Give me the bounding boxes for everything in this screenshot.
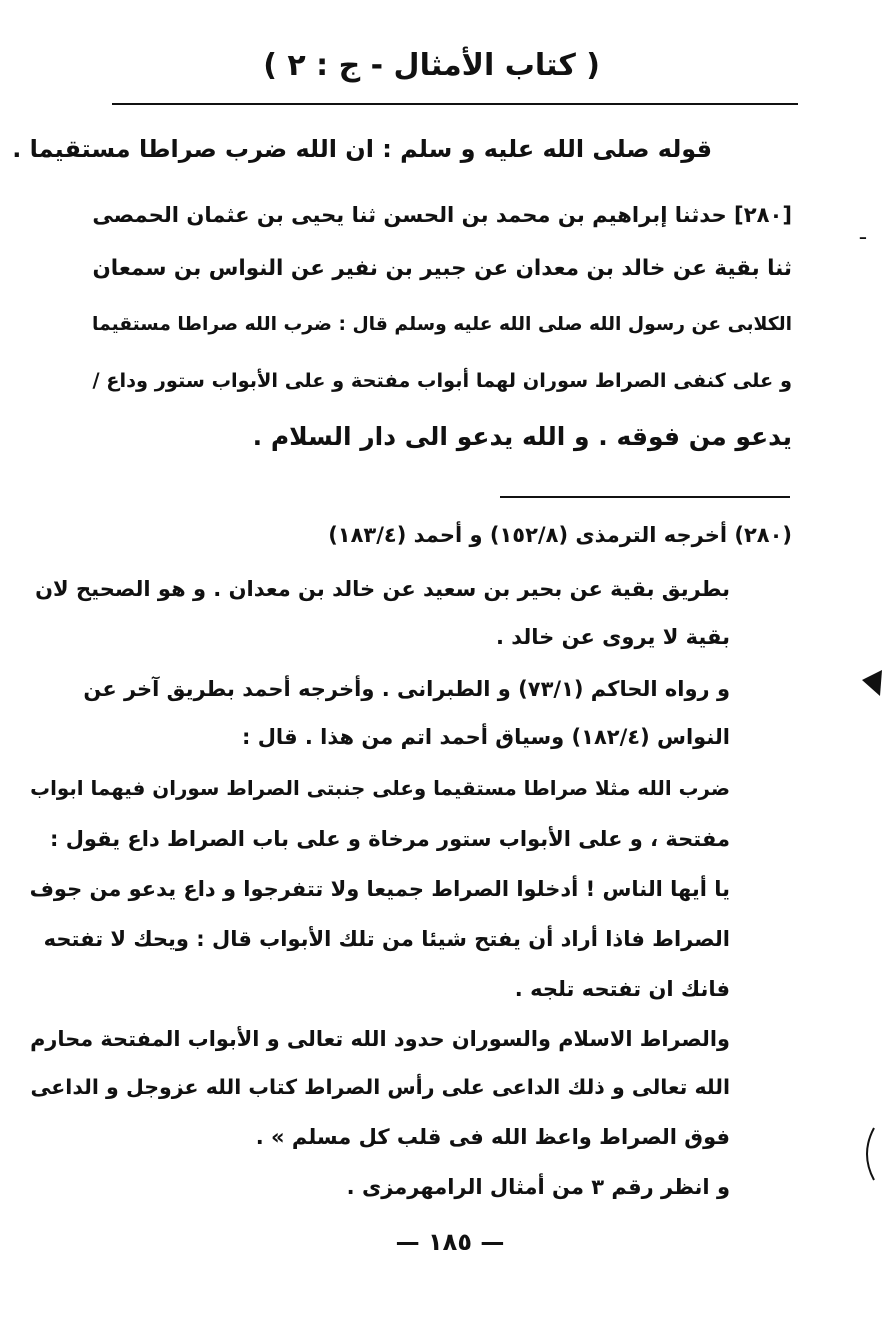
footnote-line: فوق الصراط واعظ الله فى قلب كل مسلم » . <box>255 1125 730 1149</box>
main-line: [٢٨٠] حدثنا إبراهيم بن محمد بن الحسن ثنا يحيى بن عثمان الحمصى <box>92 202 792 227</box>
footnote-rule <box>500 496 790 498</box>
footnote-line: و انظر رقم ٣ من أمثال الرامهرمزى . <box>346 1175 730 1199</box>
header-rule <box>112 103 798 105</box>
page-number: — ١٨٥ — <box>395 1228 505 1256</box>
footnote-line: فانك ان تفتحه تلجه . <box>514 977 730 1001</box>
main-line: يدعو من فوقه . و الله يدعو الى دار السلام . <box>252 422 792 451</box>
margin-arrow-icon <box>860 668 886 698</box>
footnote-line: بطريق بقية عن بحير بن سعيد عن خالد بن معدان . و هو الصحيح لان <box>35 577 730 601</box>
margin-bracket-icon <box>856 1126 880 1182</box>
footnote-line: الصراط فاذا أراد أن يفتح شيئا من تلك الأبواب قال : ويحك لا تفتحه <box>43 927 730 951</box>
footnote-line: والصراط الاسلام والسوران حدود الله تعالى و الأبواب المفتحة محارم <box>30 1027 730 1051</box>
footnote-line: ضرب الله مثلا صراطا مستقيما وعلى جنبتى الصراط سوران فيهما ابواب <box>30 777 730 800</box>
main-line: ثنا بقية عن خالد بن معدان عن جبير بن نفير عن النواس بن سمعان <box>92 256 792 281</box>
running-header: ( كتاب الأمثال - ج : ٢ ) <box>263 48 600 83</box>
footnote-line: و رواه الحاكم (٧٣/١) و الطبرانى . وأخرجه أحمد بطريق آخر عن <box>83 677 730 701</box>
hadith-heading: قوله صلى الله عليه و سلم : ان الله ضرب صراطا مستقيما . <box>12 135 712 163</box>
main-line: و على كنفى الصراط سوران لهما أبواب مفتحة و على الأبواب ستور وداع / <box>92 369 792 392</box>
footnote-line: النواس (١٨٢/٤) وسياق أحمد اتم من هذا . قال : <box>242 725 730 749</box>
main-line: الكلابى عن رسول الله صلى الله عليه وسلم قال : ضرب الله صراطا مستقيما <box>92 314 792 335</box>
footnote-line: (٢٨٠) أخرجه الترمذى (١٥٢/٨) و أحمد (١٨٣/٤) <box>328 523 792 547</box>
footnote-line: مفتحة ، و على الأبواب ستور مرخاة و على باب الصراط داع يقول : <box>50 827 730 851</box>
margin-mark: ـ <box>860 220 866 244</box>
footnote-line: يا أيها الناس ! أدخلوا الصراط جميعا ولا تتفرجوا و داع يدعو من جوف <box>29 877 730 901</box>
footnote-line: الله تعالى و ذلك الداعى على رأس الصراط كتاب الله عزوجل و الداعى <box>30 1075 730 1099</box>
footnote-line: بقية لا يروى عن خالد . <box>495 625 730 649</box>
